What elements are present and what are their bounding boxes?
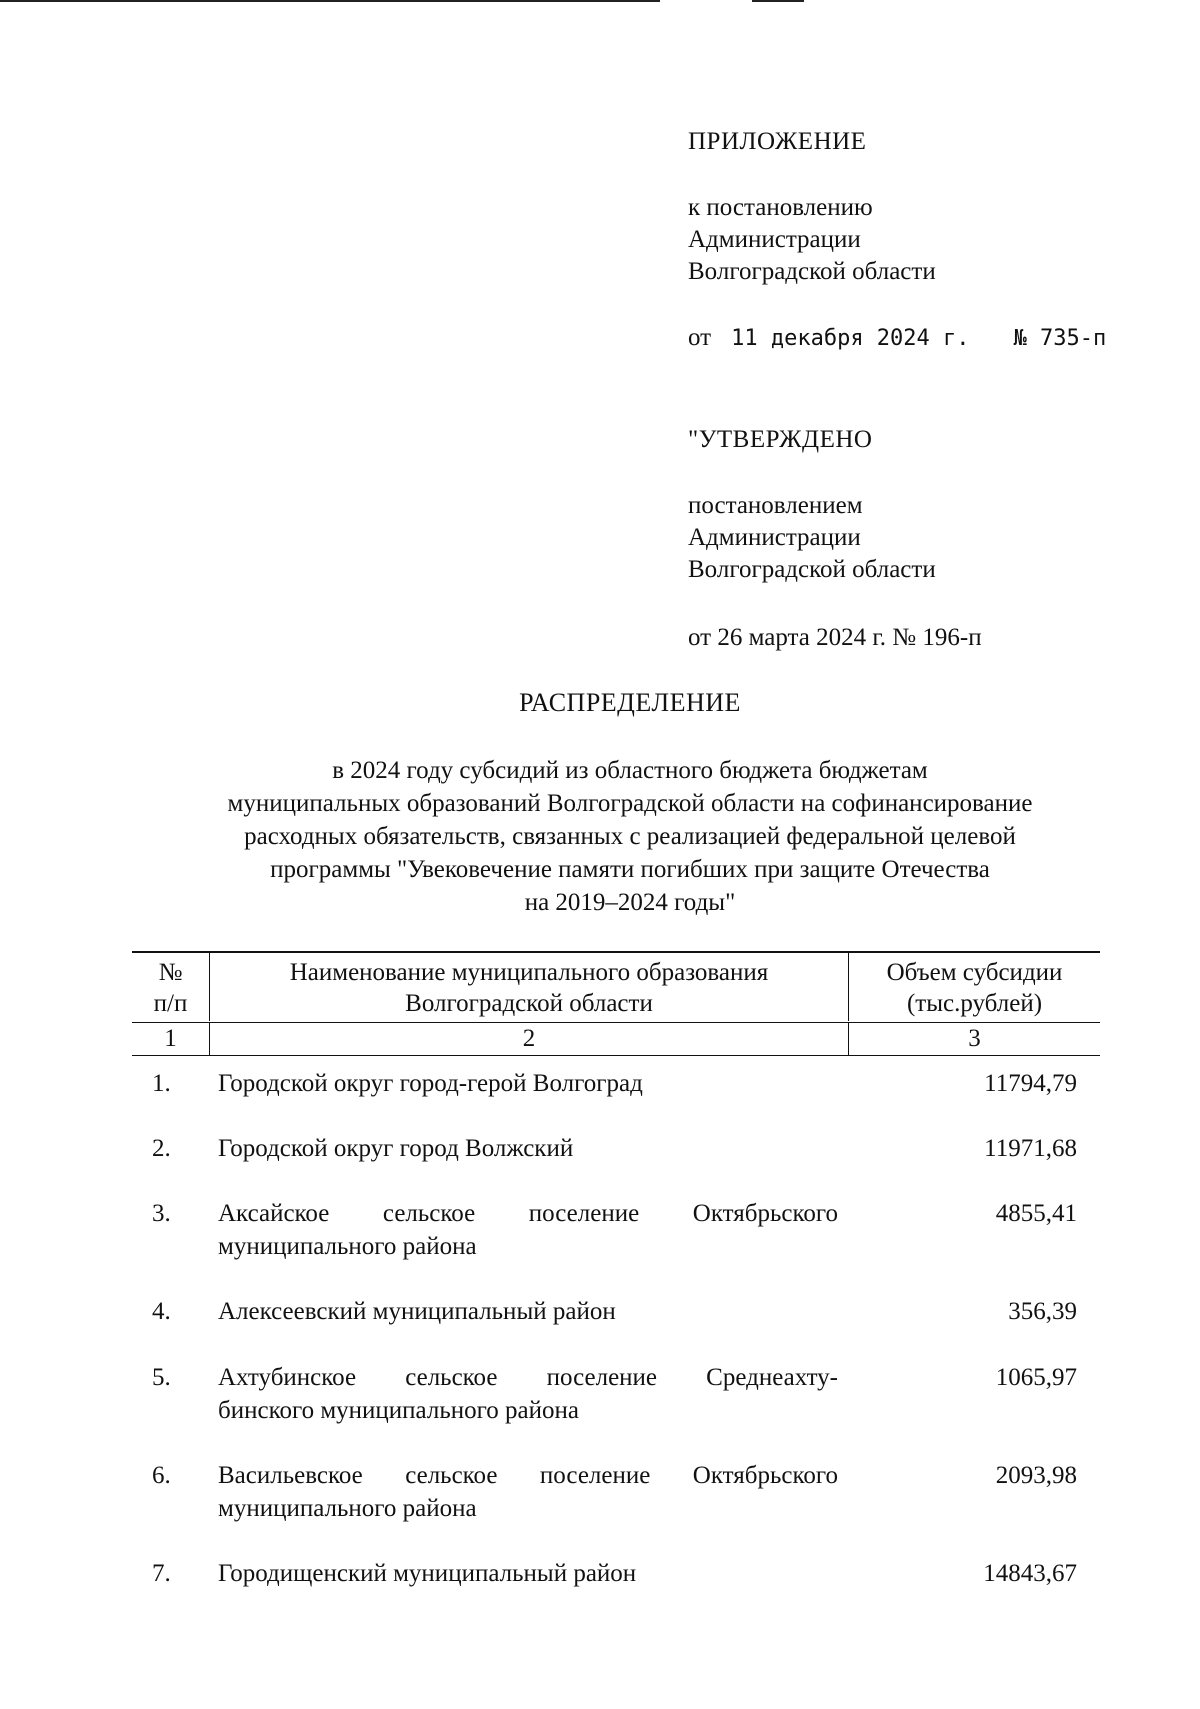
subtitle-line: программы "Увековечение памяти погибших при защите Отечества <box>270 856 990 883</box>
row-name <box>218 1197 838 1263</box>
decree-date: 11 декабря 2024 г. <box>731 326 970 351</box>
approval-by-block <box>688 490 936 586</box>
date-prefix: от <box>688 324 712 351</box>
row-name <box>218 1361 838 1427</box>
header-text: № <box>158 959 183 986</box>
row-name-line: муниципального района <box>218 1495 477 1522</box>
row-name: Городской округ город Волжский <box>218 1135 574 1162</box>
row-name-line: муниципального района <box>218 1233 477 1260</box>
subtitle-line: муниципальных образований Волгоградской области на софинансирование <box>227 790 1033 817</box>
scan-edge-line <box>752 0 804 2</box>
row-value: 2093,98 <box>995 1462 1077 1489</box>
row-number: 3. <box>152 1200 171 1227</box>
row-value: 4855,41 <box>995 1200 1077 1227</box>
approval-by-line: постановлением <box>688 492 863 519</box>
column-index: 3 <box>849 1022 1100 1055</box>
appendix-title: ПРИЛОЖЕНИЕ <box>688 128 867 155</box>
row-name-line: Ахтубинское сельское поселение Среднеахту- <box>218 1364 838 1391</box>
header-text: Объем субсидии <box>886 959 1063 986</box>
header-col-amount <box>849 953 1100 1021</box>
appendix-to-line: Волгоградской области <box>688 258 936 285</box>
row-number: 5. <box>152 1364 171 1391</box>
row-value: 14843,67 <box>983 1560 1077 1587</box>
row-name: Городищенский муниципальный район <box>218 1560 637 1587</box>
appendix-to-block <box>688 192 936 288</box>
row-name: Городской округ город-герой Волгоград <box>218 1070 643 1097</box>
document-title: РАСПРЕДЕЛЕНИЕ <box>519 688 741 717</box>
row-number: 2. <box>152 1135 171 1162</box>
approval-from: от 26 марта 2024 г. № 196-п <box>688 624 982 651</box>
row-name-line: Васильевское сельское поселение Октябрьского <box>218 1462 838 1489</box>
row-value: 356,39 <box>1008 1298 1077 1325</box>
row-value: 11971,68 <box>984 1135 1077 1162</box>
row-number: 6. <box>152 1462 171 1489</box>
subtitle-line: в 2024 году субсидий из областного бюджета бюджетам <box>332 757 928 784</box>
table-header <box>132 951 1100 1056</box>
header-text: п/п <box>153 990 188 1017</box>
row-name-line: Аксайское сельское поселение Октябрьского <box>218 1200 838 1227</box>
appendix-date-line <box>688 322 1106 355</box>
subtitle-line: на 2019–2024 годы" <box>524 889 736 916</box>
approval-by-line: Администрации <box>688 524 861 551</box>
decree-number: № 735-п <box>1013 326 1107 351</box>
row-number: 4. <box>152 1298 171 1325</box>
header-text: Волгоградской области <box>405 990 653 1017</box>
row-value: 11794,79 <box>984 1070 1077 1097</box>
header-col-number <box>132 953 210 1021</box>
appendix-to-line: Администрации <box>688 226 861 253</box>
row-number: 1. <box>152 1070 171 1097</box>
row-number: 7. <box>152 1560 171 1587</box>
row-value: 1065,97 <box>995 1364 1077 1391</box>
approval-by-line: Волгоградской области <box>688 556 936 583</box>
appendix-to-line: к постановлению <box>688 194 873 221</box>
approval-title: "УТВЕРЖДЕНО <box>688 426 873 453</box>
document-subtitle <box>150 754 1110 919</box>
column-index: 2 <box>210 1022 849 1055</box>
row-name-line: бинского муниципального района <box>218 1397 579 1424</box>
column-index: 1 <box>132 1022 210 1055</box>
row-name: Алексеевский муниципальный район <box>218 1298 616 1325</box>
header-text: Наименование муниципального образования <box>289 959 769 986</box>
header-col-name <box>210 953 849 1021</box>
row-name <box>218 1459 838 1525</box>
subtitle-line: расходных обязательств, связанных с реализацией федеральной целевой <box>244 823 1016 850</box>
scan-edge-line <box>0 0 660 2</box>
header-text: (тыс.рублей) <box>906 990 1043 1017</box>
